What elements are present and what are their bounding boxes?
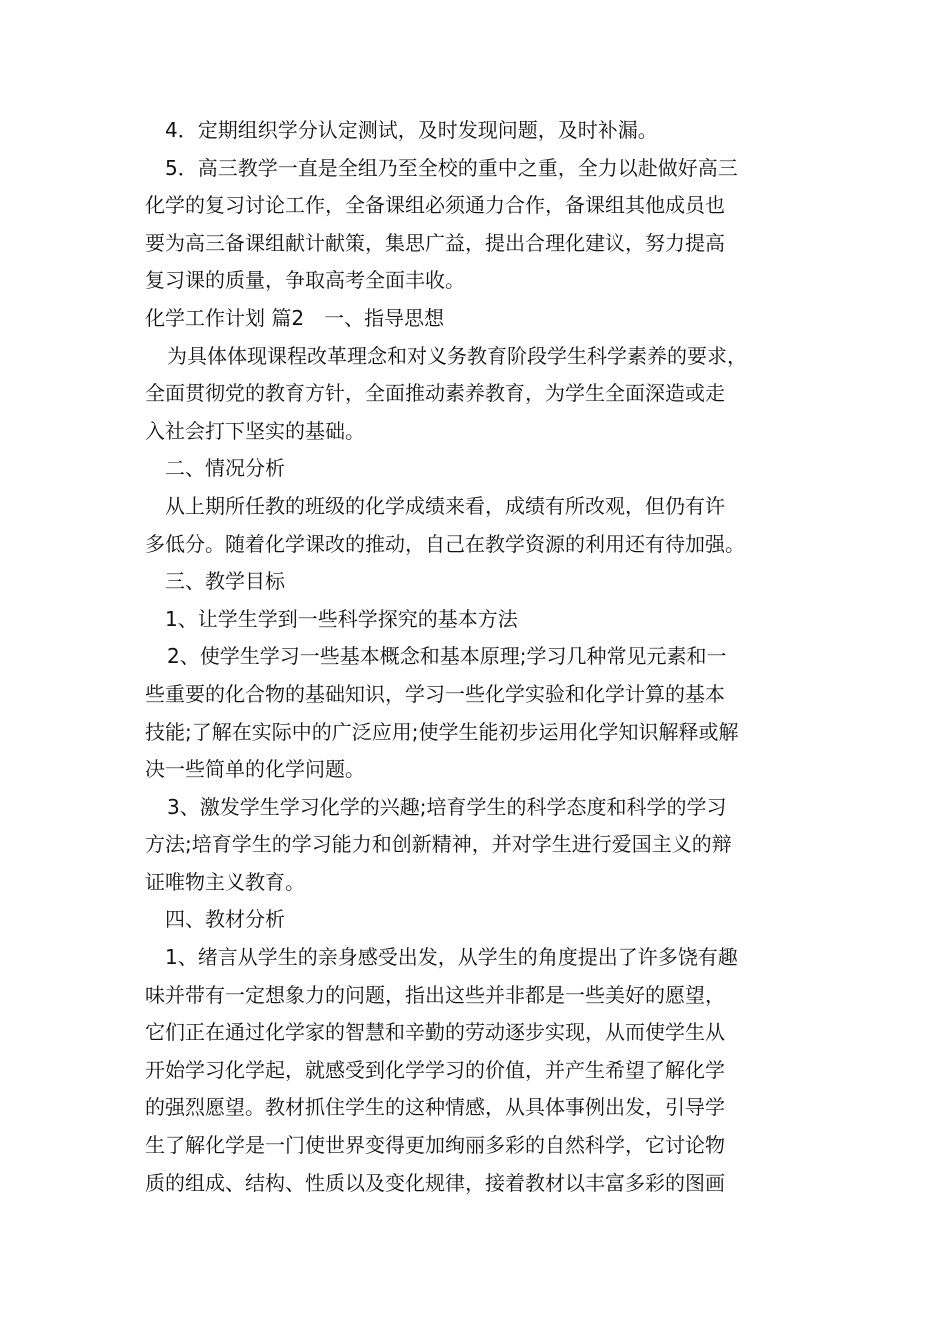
paragraph-line: 要为高三备课组献计献策，集思广益，提出合理化建议，努力提高	[145, 230, 725, 255]
paragraph-line: 质的组成、结构、性质以及变化规律，接着教材以丰富多彩的图画	[145, 1170, 725, 1195]
paragraph-line: 入社会打下坚实的基础。	[145, 418, 365, 443]
paragraph-line: 化学的复习讨论工作，全备课组必须通力合作，备课组其他成员也	[145, 193, 725, 218]
paragraph-line: 生了解化学是一门使世界变得更加绚丽多彩的自然科学，它讨论物	[145, 1133, 725, 1158]
paragraph-line: 全面贯彻党的教育方针，全面推动素养教育，为学生全面深造或走	[145, 381, 725, 406]
paragraph-line: 复习课的质量，争取高考全面丰收。	[145, 268, 465, 293]
section-heading: 化学工作计划 篇2 一、指导思想	[145, 305, 445, 330]
subsection-heading: 四、教材分析	[165, 907, 285, 932]
list-item: 1、让学生学到一些科学探究的基本方法	[165, 606, 518, 631]
paragraph-line: 决一些简单的化学问题。	[145, 757, 365, 782]
paragraph-line: 味并带有一定想象力的问题，指出这些并非都是一些美好的愿望，	[145, 982, 725, 1007]
paragraph-line: 技能;了解在实际中的广泛应用;使学生能初步运用化学知识解释或解	[145, 719, 739, 744]
paragraph-line: 开始学习化学起，就感受到化学学习的价值，并产生希望了解化学	[145, 1057, 725, 1082]
document-body	[145, 112, 815, 1202]
paragraph-line: 方法;培育学生的学习能力和创新精神，并对学生进行爱国主义的辩	[145, 832, 732, 857]
list-item: 1、绪言从学生的亲身感受出发，从学生的角度提出了许多饶有趣	[165, 945, 738, 970]
list-item: 2、使学生学习一些基本概念和基本原理;学习几种常见元素和一	[167, 644, 727, 669]
paragraph-line: 多低分。随着化学课改的推动，自己在教学资源的利用还有待加强。	[145, 531, 745, 556]
paragraph-line: 的强烈愿望。教材抓住学生的这种情感，从具体事例出发，引导学	[145, 1095, 725, 1120]
paragraph-line: 为具体体现课程改革理念和对义务教育阶段学生科学素养的要求，	[167, 343, 747, 368]
paragraph-line: 它们正在通过化学家的智慧和辛勤的劳动逐步实现，从而使学生从	[145, 1020, 725, 1045]
subsection-heading: 二、情况分析	[165, 456, 285, 481]
subsection-heading: 三、教学目标	[165, 569, 285, 594]
paragraph-line: 5．高三教学一直是全组乃至全校的重中之重，全力以赴做好高三	[165, 155, 738, 180]
list-item: 3、激发学生学习化学的兴趣;培育学生的科学态度和科学的学习	[167, 794, 727, 819]
paragraph-line: 4．定期组织学分认定测试，及时发现问题，及时补漏。	[165, 118, 658, 142]
paragraph-line: 些重要的化合物的基础知识，学习一些化学实验和化学计算的基本	[145, 681, 725, 706]
paragraph-line: 证唯物主义教育。	[145, 869, 305, 894]
paragraph-line: 从上期所任教的班级的化学成绩来看，成绩有所改观，但仍有许	[165, 493, 725, 518]
